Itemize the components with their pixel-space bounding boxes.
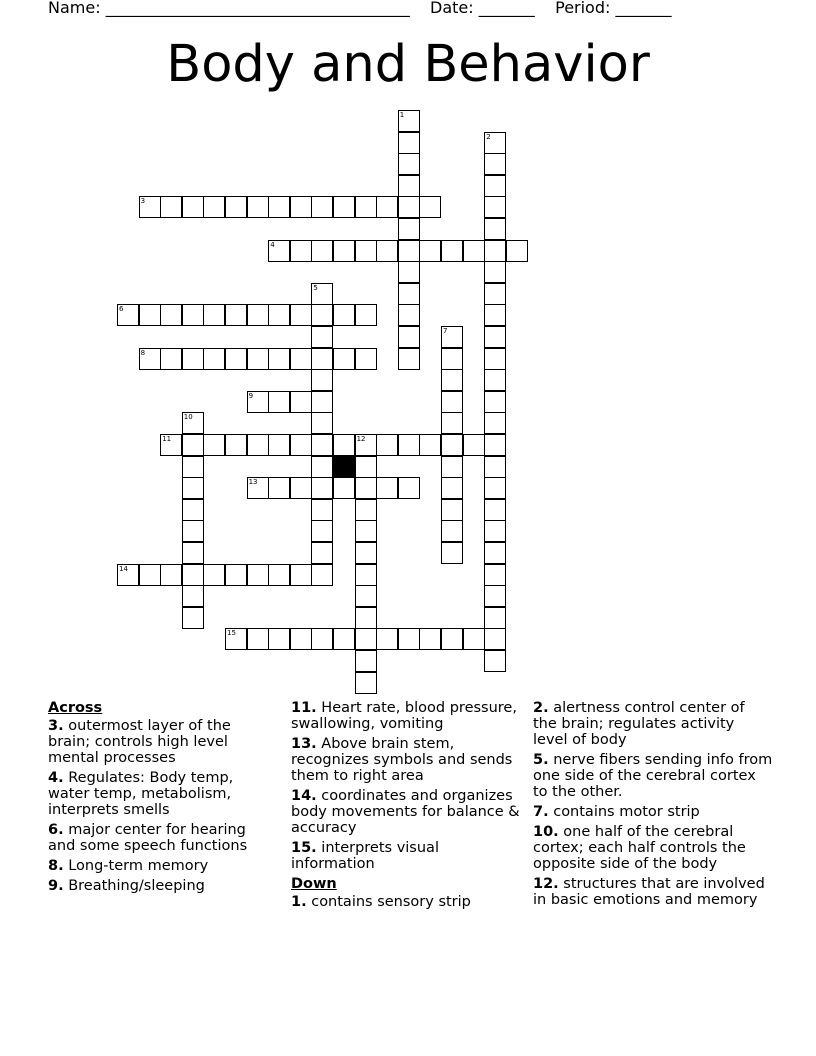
grid-cell[interactable] xyxy=(484,304,506,326)
grid-cell[interactable] xyxy=(376,196,398,218)
grid-cell[interactable] xyxy=(355,348,377,370)
clue-number: 2 xyxy=(486,132,491,141)
grid-cell[interactable] xyxy=(290,391,312,413)
grid-cell[interactable] xyxy=(355,650,377,672)
grid-cell[interactable] xyxy=(225,348,247,370)
clue-label: 11. xyxy=(291,700,317,716)
clue-text: contains sensory strip xyxy=(306,894,471,910)
grid-cell[interactable] xyxy=(268,477,290,499)
grid-cell[interactable] xyxy=(355,628,377,650)
clue-number: 12 xyxy=(356,435,366,443)
grid-cell[interactable] xyxy=(484,391,506,413)
grid-cell[interactable] xyxy=(311,348,333,370)
grid-cell[interactable] xyxy=(441,240,463,262)
grid-cell[interactable] xyxy=(268,434,290,456)
grid-cell[interactable] xyxy=(355,304,377,326)
grid-cell[interactable] xyxy=(311,240,333,262)
grid-cell[interactable] xyxy=(398,261,420,283)
grid-cell[interactable] xyxy=(441,499,463,521)
grid-cell[interactable] xyxy=(225,628,247,650)
grid-cell[interactable] xyxy=(333,628,355,650)
grid-cell[interactable] xyxy=(268,391,290,413)
clue-number: 1 xyxy=(399,111,405,119)
clue-item xyxy=(48,718,273,766)
grid-cell[interactable] xyxy=(333,304,355,326)
clue-number: 3 xyxy=(140,197,146,206)
grid-cell[interactable] xyxy=(311,369,333,391)
clue-label: 14. xyxy=(291,788,317,804)
clue-item xyxy=(533,804,773,820)
grid-cell[interactable] xyxy=(182,412,204,434)
grid-cell[interactable] xyxy=(160,304,182,326)
grid-cell[interactable] xyxy=(441,477,463,499)
grid-cell[interactable] xyxy=(182,585,204,607)
grid-cell[interactable] xyxy=(398,477,420,499)
grid-cell[interactable] xyxy=(463,240,485,262)
clue-item xyxy=(48,770,273,818)
page-title: Body and Behavior xyxy=(166,35,650,94)
grid-cell[interactable] xyxy=(441,326,463,348)
grid-cell[interactable] xyxy=(441,391,463,413)
grid-cell[interactable] xyxy=(311,304,333,326)
grid-cell[interactable] xyxy=(484,499,506,521)
grid-cell[interactable] xyxy=(463,434,485,456)
grid-cell[interactable] xyxy=(203,434,225,456)
clue-item xyxy=(291,894,521,910)
clue-label: 13. xyxy=(291,736,317,752)
grid-cell[interactable] xyxy=(247,477,269,499)
clue-label: 2. xyxy=(533,700,549,716)
grid-cell[interactable] xyxy=(268,196,290,218)
grid-cell[interactable] xyxy=(311,196,333,218)
grid-cell[interactable] xyxy=(484,456,506,478)
grid-cell[interactable] xyxy=(419,196,441,218)
clue-number: 7 xyxy=(443,327,448,335)
grid-cell[interactable] xyxy=(398,304,420,326)
clue-label: 5. xyxy=(533,752,549,768)
grid-cell[interactable] xyxy=(484,240,506,262)
grid-cell[interactable] xyxy=(419,240,441,262)
grid-cell[interactable] xyxy=(398,132,420,154)
grid-cell[interactable] xyxy=(247,196,269,218)
clue-text: alertness control center of the brain; regulates activity level of body xyxy=(533,700,745,748)
grid-cell[interactable] xyxy=(117,304,139,326)
grid-cell[interactable] xyxy=(484,564,506,586)
grid-cell[interactable] xyxy=(247,391,269,413)
clue-item xyxy=(291,788,521,836)
grid-cell[interactable] xyxy=(182,499,204,521)
grid-cell[interactable] xyxy=(355,542,377,564)
grid-cell[interactable] xyxy=(203,196,225,218)
grid-cell[interactable] xyxy=(355,477,377,499)
grid-cell[interactable] xyxy=(484,261,506,283)
clue-label: 8. xyxy=(48,858,64,874)
grid-cell[interactable] xyxy=(441,434,463,456)
clue-number: 14 xyxy=(119,564,128,573)
grid-cell[interactable] xyxy=(355,196,377,218)
grid-cell[interactable] xyxy=(160,434,182,456)
grid-cell[interactable] xyxy=(268,564,290,586)
grid-cell[interactable] xyxy=(484,196,506,218)
clue-item xyxy=(291,736,521,784)
grid-cell[interactable] xyxy=(398,326,420,348)
grid-cell[interactable] xyxy=(182,607,204,629)
grid-cell[interactable] xyxy=(419,434,441,456)
grid-cell[interactable] xyxy=(398,153,420,175)
grid-cell[interactable] xyxy=(139,196,161,218)
clue-item xyxy=(291,700,521,732)
clue-number: 15 xyxy=(227,629,236,638)
grid-cell[interactable] xyxy=(311,326,333,348)
grid-cell[interactable] xyxy=(225,564,247,586)
grid-cell[interactable] xyxy=(355,434,377,456)
clue-number: 6 xyxy=(119,305,124,314)
grid-cell[interactable] xyxy=(290,348,312,370)
grid-cell[interactable] xyxy=(398,240,420,262)
clue-number: 5 xyxy=(313,283,318,292)
clue-number: 4 xyxy=(270,240,275,249)
grid-cell[interactable] xyxy=(182,542,204,564)
grid-cell[interactable] xyxy=(419,628,441,650)
grid-cell[interactable] xyxy=(333,434,355,456)
grid-cell[interactable] xyxy=(247,628,269,650)
black-cell xyxy=(333,456,355,478)
grid-cell[interactable] xyxy=(290,564,312,586)
clue-label: 6. xyxy=(48,822,64,838)
clue-text: Heart rate, blood pressure, swallowing, vomiting xyxy=(291,700,517,732)
grid-cell[interactable] xyxy=(225,304,247,326)
grid-cell[interactable] xyxy=(268,240,290,262)
grid-cell[interactable] xyxy=(311,628,333,650)
grid-cell[interactable] xyxy=(203,348,225,370)
clue-label: 1. xyxy=(291,894,307,910)
grid-cell[interactable] xyxy=(160,348,182,370)
grid-cell[interactable] xyxy=(182,434,204,456)
grid-cell[interactable] xyxy=(247,348,269,370)
grid-cell[interactable] xyxy=(182,564,204,586)
grid-cell[interactable] xyxy=(484,650,506,672)
grid-cell[interactable] xyxy=(506,240,528,262)
grid-cell[interactable] xyxy=(290,434,312,456)
clue-number: 13 xyxy=(248,478,258,487)
clue-text: nerve fibers sending info from one side of the cerebral cortex to the other. xyxy=(533,752,773,800)
grid-cell[interactable] xyxy=(398,628,420,650)
grid-cell[interactable] xyxy=(376,240,398,262)
clue-item xyxy=(291,840,521,872)
grid-cell[interactable] xyxy=(484,520,506,542)
clue-item xyxy=(48,858,273,874)
period-blank[interactable]: _______ xyxy=(615,0,672,17)
grid-cell[interactable] xyxy=(484,477,506,499)
clue-text: coordinates and organizes body movements for balance & accuracy xyxy=(291,788,520,836)
clue-label: 12. xyxy=(533,876,559,892)
name-blank[interactable]: ______________________________________ xyxy=(105,0,410,17)
grid-cell[interactable] xyxy=(441,542,463,564)
clue-item xyxy=(533,824,773,872)
clue-label: 15. xyxy=(291,840,317,856)
grid-cell[interactable] xyxy=(376,434,398,456)
grid-cell[interactable] xyxy=(333,240,355,262)
grid-cell[interactable] xyxy=(247,434,269,456)
grid-cell[interactable] xyxy=(333,196,355,218)
grid-cell[interactable] xyxy=(398,283,420,305)
grid-cell[interactable] xyxy=(225,196,247,218)
clue-text: major center for hearing and some speech functions xyxy=(48,822,248,854)
clue-label: 3. xyxy=(48,718,64,734)
grid-cell[interactable] xyxy=(484,283,506,305)
grid-cell[interactable] xyxy=(290,628,312,650)
clue-text: Above brain stem, recognizes symbols and sends them to right area xyxy=(291,736,513,784)
grid-cell[interactable] xyxy=(333,477,355,499)
clue-text: Regulates: Body temp, water temp, metabolism, interprets smells xyxy=(48,770,234,818)
grid-cell[interactable] xyxy=(441,520,463,542)
grid-cell[interactable] xyxy=(484,369,506,391)
grid-cell[interactable] xyxy=(355,520,377,542)
grid-cell[interactable] xyxy=(441,369,463,391)
clue-text: Breathing/sleeping xyxy=(63,878,205,894)
grid-cell[interactable] xyxy=(398,196,420,218)
grid-cell[interactable] xyxy=(441,412,463,434)
grid-cell[interactable] xyxy=(441,456,463,478)
grid-cell[interactable] xyxy=(311,520,333,542)
grid-cell[interactable] xyxy=(355,499,377,521)
grid-cell[interactable] xyxy=(311,564,333,586)
clues-column-1 xyxy=(48,700,273,898)
grid-cell[interactable] xyxy=(484,175,506,197)
grid-cell[interactable] xyxy=(268,628,290,650)
clue-item xyxy=(533,752,773,800)
grid-cell[interactable] xyxy=(182,477,204,499)
period-label: Period: xyxy=(555,0,611,17)
grid-cell[interactable] xyxy=(376,628,398,650)
clue-label: 4. xyxy=(48,770,64,786)
grid-cell[interactable] xyxy=(182,348,204,370)
grid-cell[interactable] xyxy=(398,218,420,240)
clue-label: 7. xyxy=(533,804,549,820)
grid-cell[interactable] xyxy=(203,304,225,326)
grid-cell[interactable] xyxy=(290,240,312,262)
grid-cell[interactable] xyxy=(484,542,506,564)
grid-cell[interactable] xyxy=(398,175,420,197)
grid-cell[interactable] xyxy=(311,434,333,456)
grid-cell[interactable] xyxy=(355,672,377,694)
grid-cell[interactable] xyxy=(139,304,161,326)
grid-cell[interactable] xyxy=(160,196,182,218)
date-label: Date: xyxy=(430,0,474,17)
grid-cell[interactable] xyxy=(376,477,398,499)
grid-cell[interactable] xyxy=(355,564,377,586)
grid-cell[interactable] xyxy=(484,132,506,154)
grid-cell[interactable] xyxy=(441,628,463,650)
grid-cell[interactable] xyxy=(355,456,377,478)
clue-item xyxy=(533,700,773,748)
grid-cell[interactable] xyxy=(268,348,290,370)
clue-item xyxy=(533,876,773,908)
clue-item xyxy=(48,878,273,894)
clue-number: 10 xyxy=(183,413,193,422)
grid-cell[interactable] xyxy=(484,585,506,607)
clues-column-2 xyxy=(291,700,521,914)
grid-cell[interactable] xyxy=(117,564,139,586)
clue-text: Long-term memory xyxy=(63,858,209,874)
grid-cell[interactable] xyxy=(355,607,377,629)
grid-cell[interactable] xyxy=(182,520,204,542)
clue-text: outermost layer of the brain; controls high level mental processes xyxy=(48,718,231,766)
grid-cell[interactable] xyxy=(139,564,161,586)
grid-cell[interactable] xyxy=(311,477,333,499)
clue-item xyxy=(48,822,273,854)
grid-cell[interactable] xyxy=(484,434,506,456)
grid-cell[interactable] xyxy=(398,110,420,132)
clues-column-3 xyxy=(533,700,773,912)
clue-label: 9. xyxy=(48,878,64,894)
grid-cell[interactable] xyxy=(182,304,204,326)
grid-cell[interactable] xyxy=(203,564,225,586)
grid-cell[interactable] xyxy=(398,434,420,456)
across-heading: Across xyxy=(48,700,103,716)
grid-cell[interactable] xyxy=(311,499,333,521)
grid-cell[interactable] xyxy=(484,218,506,240)
grid-cell[interactable] xyxy=(463,628,485,650)
clue-number: 8 xyxy=(140,348,146,357)
grid-cell[interactable] xyxy=(311,542,333,564)
grid-cell[interactable] xyxy=(484,628,506,650)
grid-cell[interactable] xyxy=(247,304,269,326)
name-label: Name: xyxy=(48,0,101,17)
grid-cell[interactable] xyxy=(311,412,333,434)
grid-cell[interactable] xyxy=(290,196,312,218)
date-blank[interactable]: _______ xyxy=(478,0,535,17)
clue-label: 10. xyxy=(533,824,559,840)
clue-text: contains motor strip xyxy=(548,804,700,820)
grid-cell[interactable] xyxy=(225,434,247,456)
clue-text: interprets visual information xyxy=(291,840,439,872)
clue-number: 11 xyxy=(162,435,172,443)
down-heading: Down xyxy=(291,876,337,892)
grid-cell[interactable] xyxy=(484,412,506,434)
grid-cell[interactable] xyxy=(441,348,463,370)
grid-cell[interactable] xyxy=(160,564,182,586)
grid-cell[interactable] xyxy=(268,304,290,326)
grid-cell[interactable] xyxy=(182,196,204,218)
grid-cell[interactable] xyxy=(355,585,377,607)
grid-cell[interactable] xyxy=(484,607,506,629)
grid-cell[interactable] xyxy=(311,283,333,305)
clue-number: 9 xyxy=(248,391,254,400)
grid-cell[interactable] xyxy=(355,240,377,262)
grid-cell[interactable] xyxy=(139,348,161,370)
grid-cell[interactable] xyxy=(398,348,420,370)
grid-cell[interactable] xyxy=(290,477,312,499)
grid-cell[interactable] xyxy=(484,153,506,175)
grid-cell[interactable] xyxy=(484,348,506,370)
clue-text: structures that are involved in basic emotions and memory xyxy=(533,876,765,908)
grid-cell[interactable] xyxy=(247,564,269,586)
clue-text: one half of the cerebral cortex; each half controls the opposite side of the body xyxy=(533,824,746,872)
grid-cell[interactable] xyxy=(333,348,355,370)
grid-cell[interactable] xyxy=(311,456,333,478)
grid-cell[interactable] xyxy=(182,456,204,478)
grid-cell[interactable] xyxy=(484,326,506,348)
grid-cell[interactable] xyxy=(311,391,333,413)
grid-cell[interactable] xyxy=(290,304,312,326)
